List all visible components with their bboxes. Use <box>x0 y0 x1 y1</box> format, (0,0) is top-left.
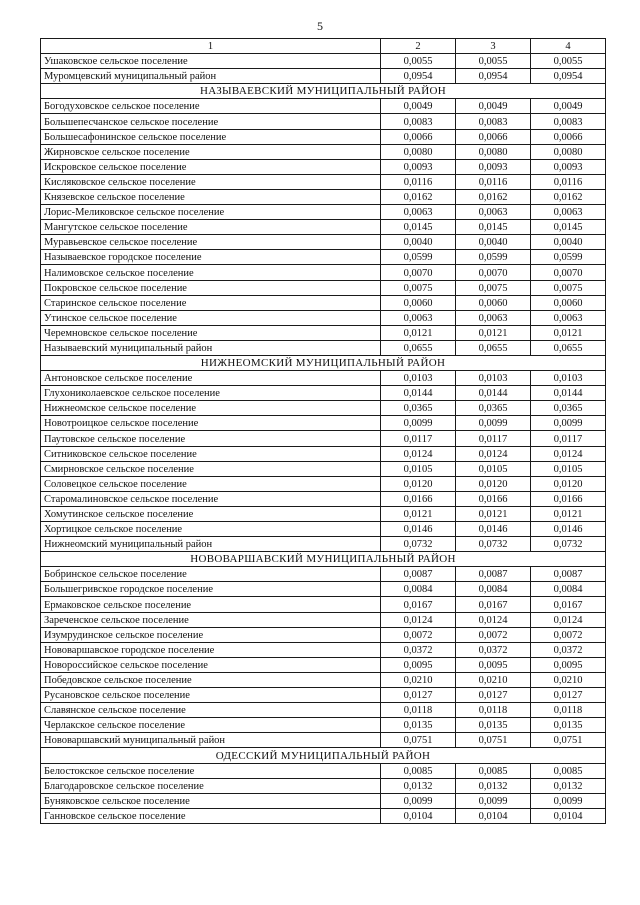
value-cell-col-2: 0,0118 <box>381 703 456 718</box>
value-cell-col-2: 0,0072 <box>381 627 456 642</box>
value-cell-col-3: 0,0162 <box>456 189 531 204</box>
header-row <box>41 39 606 54</box>
municipality-name-cell: Утинское сельское поселение <box>41 310 381 325</box>
value-cell-col-3: 0,0066 <box>456 129 531 144</box>
value-cell-col-2: 0,0732 <box>381 537 456 552</box>
table-row <box>41 280 606 295</box>
municipality-name-cell: Жирновское сельское поселение <box>41 144 381 159</box>
value-cell-col-3: 0,0103 <box>456 371 531 386</box>
value-cell-col-2: 0,0049 <box>381 99 456 114</box>
municipality-name-cell: Старинское сельское поселение <box>41 295 381 310</box>
value-cell-col-3: 0,0132 <box>456 778 531 793</box>
municipality-name-cell: Паутовское сельское поселение <box>41 431 381 446</box>
column-header-1: 1 <box>41 39 381 54</box>
municipality-name-cell: Хомутинское сельское поселение <box>41 506 381 521</box>
table-row <box>41 688 606 703</box>
municipality-name-cell: Ганновское сельское поселение <box>41 808 381 823</box>
data-table <box>40 38 606 824</box>
value-cell-col-2: 0,0099 <box>381 416 456 431</box>
table-row <box>41 522 606 537</box>
value-cell-col-4: 0,0063 <box>531 205 606 220</box>
value-cell-col-4: 0,0060 <box>531 295 606 310</box>
value-cell-col-2: 0,0751 <box>381 733 456 748</box>
table-row <box>41 627 606 642</box>
value-cell-col-4: 0,0095 <box>531 657 606 672</box>
value-cell-col-4: 0,0135 <box>531 718 606 733</box>
value-cell-col-3: 0,0117 <box>456 431 531 446</box>
municipality-name-cell: Зареченское сельское поселение <box>41 612 381 627</box>
table-row <box>41 778 606 793</box>
table-row <box>41 718 606 733</box>
table-row <box>41 159 606 174</box>
value-cell-col-2: 0,0655 <box>381 340 456 355</box>
municipality-name-cell: Черлакское сельское поселение <box>41 718 381 733</box>
value-cell-col-4: 0,0145 <box>531 220 606 235</box>
value-cell-col-3: 0,0146 <box>456 522 531 537</box>
table-row <box>41 174 606 189</box>
municipality-name-cell: Хортицкое сельское поселение <box>41 522 381 537</box>
value-cell-col-2: 0,0063 <box>381 310 456 325</box>
region-header-row <box>41 84 606 99</box>
value-cell-col-4: 0,0070 <box>531 265 606 280</box>
municipality-name-cell: Русановское сельское поселение <box>41 688 381 703</box>
value-cell-col-4: 0,0124 <box>531 612 606 627</box>
value-cell-col-3: 0,0751 <box>456 733 531 748</box>
value-cell-col-4: 0,0751 <box>531 733 606 748</box>
municipality-name-cell: Искровское сельское поселение <box>41 159 381 174</box>
value-cell-col-4: 0,0083 <box>531 114 606 129</box>
table-row <box>41 491 606 506</box>
table-row <box>41 54 606 69</box>
municipality-name-cell: Кисляковское сельское поселение <box>41 174 381 189</box>
value-cell-col-3: 0,0118 <box>456 703 531 718</box>
municipality-name-cell: Новороссийское сельское поселение <box>41 657 381 672</box>
value-cell-col-2: 0,0599 <box>381 250 456 265</box>
municipality-name-cell: Нововаршавский муниципальный район <box>41 733 381 748</box>
value-cell-col-2: 0,0121 <box>381 325 456 340</box>
municipality-name-cell: Нижнеомское сельское поселение <box>41 401 381 416</box>
table-row <box>41 371 606 386</box>
value-cell-col-2: 0,0099 <box>381 793 456 808</box>
table-row <box>41 265 606 280</box>
municipality-name-cell: Князевское сельское поселение <box>41 189 381 204</box>
table-row <box>41 401 606 416</box>
municipality-name-cell: Белостокское сельское поселение <box>41 763 381 778</box>
value-cell-col-3: 0,0049 <box>456 99 531 114</box>
table-row <box>41 733 606 748</box>
table-row <box>41 69 606 84</box>
value-cell-col-3: 0,0083 <box>456 114 531 129</box>
table-row <box>41 461 606 476</box>
table-row <box>41 657 606 672</box>
value-cell-col-4: 0,0116 <box>531 174 606 189</box>
municipality-name-cell: Мангутское сельское поселение <box>41 220 381 235</box>
value-cell-col-2: 0,0120 <box>381 476 456 491</box>
value-cell-col-3: 0,0070 <box>456 265 531 280</box>
value-cell-col-4: 0,0124 <box>531 446 606 461</box>
table-row <box>41 416 606 431</box>
value-cell-col-4: 0,0066 <box>531 129 606 144</box>
value-cell-col-4: 0,0105 <box>531 461 606 476</box>
value-cell-col-3: 0,0120 <box>456 476 531 491</box>
region-title: НАЗЫВАЕВСКИЙ МУНИЦИПАЛЬНЫЙ РАЙОН <box>41 84 606 99</box>
municipality-name-cell: Нововаршавское городское поселение <box>41 642 381 657</box>
municipality-name-cell: Большепесчанское сельское поселение <box>41 114 381 129</box>
table-row <box>41 129 606 144</box>
value-cell-col-4: 0,0085 <box>531 763 606 778</box>
value-cell-col-2: 0,0083 <box>381 114 456 129</box>
municipality-name-cell: Соловецкое сельское поселение <box>41 476 381 491</box>
table-row <box>41 99 606 114</box>
value-cell-col-4: 0,0365 <box>531 401 606 416</box>
municipality-name-cell: Благодаровское сельское поселение <box>41 778 381 793</box>
value-cell-col-3: 0,0084 <box>456 582 531 597</box>
value-cell-col-3: 0,0121 <box>456 506 531 521</box>
municipality-name-cell: Ермаковское сельское поселение <box>41 597 381 612</box>
value-cell-col-2: 0,0070 <box>381 265 456 280</box>
value-cell-col-3: 0,0055 <box>456 54 531 69</box>
municipality-name-cell: Большегривское городское поселение <box>41 582 381 597</box>
value-cell-col-2: 0,0124 <box>381 612 456 627</box>
value-cell-col-4: 0,0146 <box>531 522 606 537</box>
value-cell-col-3: 0,0135 <box>456 718 531 733</box>
table-row <box>41 476 606 491</box>
value-cell-col-4: 0,0072 <box>531 627 606 642</box>
table-row <box>41 295 606 310</box>
value-cell-col-4: 0,0121 <box>531 506 606 521</box>
table-row <box>41 189 606 204</box>
municipality-name-cell: Ситниковское сельское поселение <box>41 446 381 461</box>
value-cell-col-4: 0,0372 <box>531 642 606 657</box>
value-cell-col-3: 0,0127 <box>456 688 531 703</box>
value-cell-col-2: 0,0087 <box>381 567 456 582</box>
value-cell-col-4: 0,0117 <box>531 431 606 446</box>
value-cell-col-3: 0,0145 <box>456 220 531 235</box>
region-header-row <box>41 355 606 370</box>
value-cell-col-2: 0,0146 <box>381 522 456 537</box>
value-cell-col-2: 0,0132 <box>381 778 456 793</box>
value-cell-col-2: 0,0117 <box>381 431 456 446</box>
value-cell-col-2: 0,0104 <box>381 808 456 823</box>
municipality-name-cell: Новотроицкое сельское поселение <box>41 416 381 431</box>
table-row <box>41 567 606 582</box>
table-row <box>41 808 606 823</box>
table-row <box>41 703 606 718</box>
value-cell-col-2: 0,0095 <box>381 657 456 672</box>
table-body <box>41 39 606 824</box>
value-cell-col-3: 0,0099 <box>456 793 531 808</box>
value-cell-col-4: 0,0120 <box>531 476 606 491</box>
value-cell-col-2: 0,0040 <box>381 235 456 250</box>
table-row <box>41 220 606 235</box>
municipality-name-cell: Называевское городское поселение <box>41 250 381 265</box>
value-cell-col-2: 0,0144 <box>381 386 456 401</box>
value-cell-col-3: 0,0087 <box>456 567 531 582</box>
value-cell-col-4: 0,0093 <box>531 159 606 174</box>
region-title: НОВОВАРШАВСКИЙ МУНИЦИПАЛЬНЫЙ РАЙОН <box>41 552 606 567</box>
value-cell-col-2: 0,0075 <box>381 280 456 295</box>
value-cell-col-3: 0,0075 <box>456 280 531 295</box>
value-cell-col-4: 0,0732 <box>531 537 606 552</box>
value-cell-col-2: 0,0055 <box>381 54 456 69</box>
value-cell-col-2: 0,0365 <box>381 401 456 416</box>
table-row <box>41 642 606 657</box>
table-row <box>41 235 606 250</box>
table-row <box>41 612 606 627</box>
region-header-row <box>41 748 606 763</box>
value-cell-col-3: 0,0655 <box>456 340 531 355</box>
table-row <box>41 582 606 597</box>
municipality-name-cell: Муромцевский муниципальный район <box>41 69 381 84</box>
value-cell-col-2: 0,0954 <box>381 69 456 84</box>
value-cell-col-3: 0,0080 <box>456 144 531 159</box>
value-cell-col-3: 0,0095 <box>456 657 531 672</box>
value-cell-col-2: 0,0080 <box>381 144 456 159</box>
table-row <box>41 310 606 325</box>
table-row <box>41 597 606 612</box>
region-header-row <box>41 552 606 567</box>
value-cell-col-4: 0,0084 <box>531 582 606 597</box>
value-cell-col-2: 0,0084 <box>381 582 456 597</box>
value-cell-col-4: 0,0087 <box>531 567 606 582</box>
value-cell-col-2: 0,0167 <box>381 597 456 612</box>
table-row <box>41 114 606 129</box>
value-cell-col-4: 0,0099 <box>531 793 606 808</box>
municipality-name-cell: Черемновское сельское поселение <box>41 325 381 340</box>
column-header-4: 4 <box>531 39 606 54</box>
value-cell-col-2: 0,0060 <box>381 295 456 310</box>
value-cell-col-4: 0,0210 <box>531 672 606 687</box>
municipality-name-cell: Славянское сельское поселение <box>41 703 381 718</box>
value-cell-col-3: 0,0085 <box>456 763 531 778</box>
value-cell-col-4: 0,0104 <box>531 808 606 823</box>
municipality-name-cell: Смирновское сельское поселение <box>41 461 381 476</box>
value-cell-col-3: 0,0040 <box>456 235 531 250</box>
value-cell-col-3: 0,0063 <box>456 205 531 220</box>
value-cell-col-3: 0,0167 <box>456 597 531 612</box>
value-cell-col-4: 0,0167 <box>531 597 606 612</box>
value-cell-col-4: 0,0599 <box>531 250 606 265</box>
value-cell-col-4: 0,0118 <box>531 703 606 718</box>
value-cell-col-2: 0,0135 <box>381 718 456 733</box>
value-cell-col-2: 0,0103 <box>381 371 456 386</box>
table-row <box>41 250 606 265</box>
municipality-name-cell: Большесафонинское сельское поселение <box>41 129 381 144</box>
value-cell-col-3: 0,0060 <box>456 295 531 310</box>
table-row <box>41 431 606 446</box>
municipality-name-cell: Налимовское сельское поселение <box>41 265 381 280</box>
value-cell-col-3: 0,0372 <box>456 642 531 657</box>
table-row <box>41 144 606 159</box>
table-row <box>41 325 606 340</box>
value-cell-col-4: 0,0063 <box>531 310 606 325</box>
value-cell-col-3: 0,0093 <box>456 159 531 174</box>
value-cell-col-2: 0,0105 <box>381 461 456 476</box>
municipality-name-cell: Богодуховское сельское поселение <box>41 99 381 114</box>
municipality-name-cell: Победовское сельское поселение <box>41 672 381 687</box>
table-row <box>41 506 606 521</box>
value-cell-col-4: 0,0040 <box>531 235 606 250</box>
value-cell-col-2: 0,0093 <box>381 159 456 174</box>
municipality-name-cell: Антоновское сельское поселение <box>41 371 381 386</box>
value-cell-col-3: 0,0121 <box>456 325 531 340</box>
municipality-name-cell: Лорис-Меликовское сельское поселение <box>41 205 381 220</box>
region-title: НИЖНЕОМСКИЙ МУНИЦИПАЛЬНЫЙ РАЙОН <box>41 355 606 370</box>
value-cell-col-3: 0,0599 <box>456 250 531 265</box>
value-cell-col-3: 0,0954 <box>456 69 531 84</box>
column-header-2: 2 <box>381 39 456 54</box>
value-cell-col-4: 0,0655 <box>531 340 606 355</box>
value-cell-col-3: 0,0063 <box>456 310 531 325</box>
value-cell-col-2: 0,0116 <box>381 174 456 189</box>
table-row <box>41 793 606 808</box>
value-cell-col-3: 0,0072 <box>456 627 531 642</box>
municipality-name-cell: Нижнеомский муниципальный район <box>41 537 381 552</box>
value-cell-col-2: 0,0127 <box>381 688 456 703</box>
value-cell-col-4: 0,0954 <box>531 69 606 84</box>
municipality-name-cell: Муравьевское сельское поселение <box>41 235 381 250</box>
municipality-name-cell: Изумрудинское сельское поселение <box>41 627 381 642</box>
value-cell-col-4: 0,0121 <box>531 325 606 340</box>
value-cell-col-2: 0,0145 <box>381 220 456 235</box>
value-cell-col-2: 0,0372 <box>381 642 456 657</box>
table-row <box>41 763 606 778</box>
value-cell-col-3: 0,0365 <box>456 401 531 416</box>
value-cell-col-2: 0,0124 <box>381 446 456 461</box>
value-cell-col-4: 0,0055 <box>531 54 606 69</box>
region-title: ОДЕССКИЙ МУНИЦИПАЛЬНЫЙ РАЙОН <box>41 748 606 763</box>
municipality-name-cell: Ушаковское сельское поселение <box>41 54 381 69</box>
value-cell-col-4: 0,0162 <box>531 189 606 204</box>
value-cell-col-3: 0,0732 <box>456 537 531 552</box>
value-cell-col-3: 0,0116 <box>456 174 531 189</box>
value-cell-col-2: 0,0066 <box>381 129 456 144</box>
value-cell-col-3: 0,0124 <box>456 612 531 627</box>
value-cell-col-3: 0,0144 <box>456 386 531 401</box>
value-cell-col-3: 0,0166 <box>456 491 531 506</box>
table-row <box>41 537 606 552</box>
table-row <box>41 446 606 461</box>
value-cell-col-2: 0,0121 <box>381 506 456 521</box>
table-row <box>41 386 606 401</box>
value-cell-col-4: 0,0166 <box>531 491 606 506</box>
table-row <box>41 672 606 687</box>
column-header-3: 3 <box>456 39 531 54</box>
value-cell-col-3: 0,0105 <box>456 461 531 476</box>
table-row <box>41 340 606 355</box>
value-cell-col-3: 0,0124 <box>456 446 531 461</box>
value-cell-col-3: 0,0099 <box>456 416 531 431</box>
value-cell-col-2: 0,0085 <box>381 763 456 778</box>
value-cell-col-4: 0,0127 <box>531 688 606 703</box>
table-row <box>41 205 606 220</box>
value-cell-col-2: 0,0166 <box>381 491 456 506</box>
value-cell-col-4: 0,0080 <box>531 144 606 159</box>
value-cell-col-4: 0,0144 <box>531 386 606 401</box>
municipality-name-cell: Глухониколаевское сельское поселение <box>41 386 381 401</box>
value-cell-col-4: 0,0132 <box>531 778 606 793</box>
value-cell-col-4: 0,0103 <box>531 371 606 386</box>
municipality-name-cell: Покровское сельское поселение <box>41 280 381 295</box>
value-cell-col-4: 0,0049 <box>531 99 606 114</box>
municipality-name-cell: Бобринское сельское поселение <box>41 567 381 582</box>
value-cell-col-3: 0,0210 <box>456 672 531 687</box>
municipality-name-cell: Буняковское сельское поселение <box>41 793 381 808</box>
page-number: 5 <box>317 19 323 33</box>
value-cell-col-4: 0,0099 <box>531 416 606 431</box>
municipality-name-cell: Старомалиновское сельское поселение <box>41 491 381 506</box>
value-cell-col-2: 0,0063 <box>381 205 456 220</box>
value-cell-col-3: 0,0104 <box>456 808 531 823</box>
municipality-name-cell: Называевский муниципальный район <box>41 340 381 355</box>
value-cell-col-2: 0,0210 <box>381 672 456 687</box>
value-cell-col-2: 0,0162 <box>381 189 456 204</box>
value-cell-col-4: 0,0075 <box>531 280 606 295</box>
